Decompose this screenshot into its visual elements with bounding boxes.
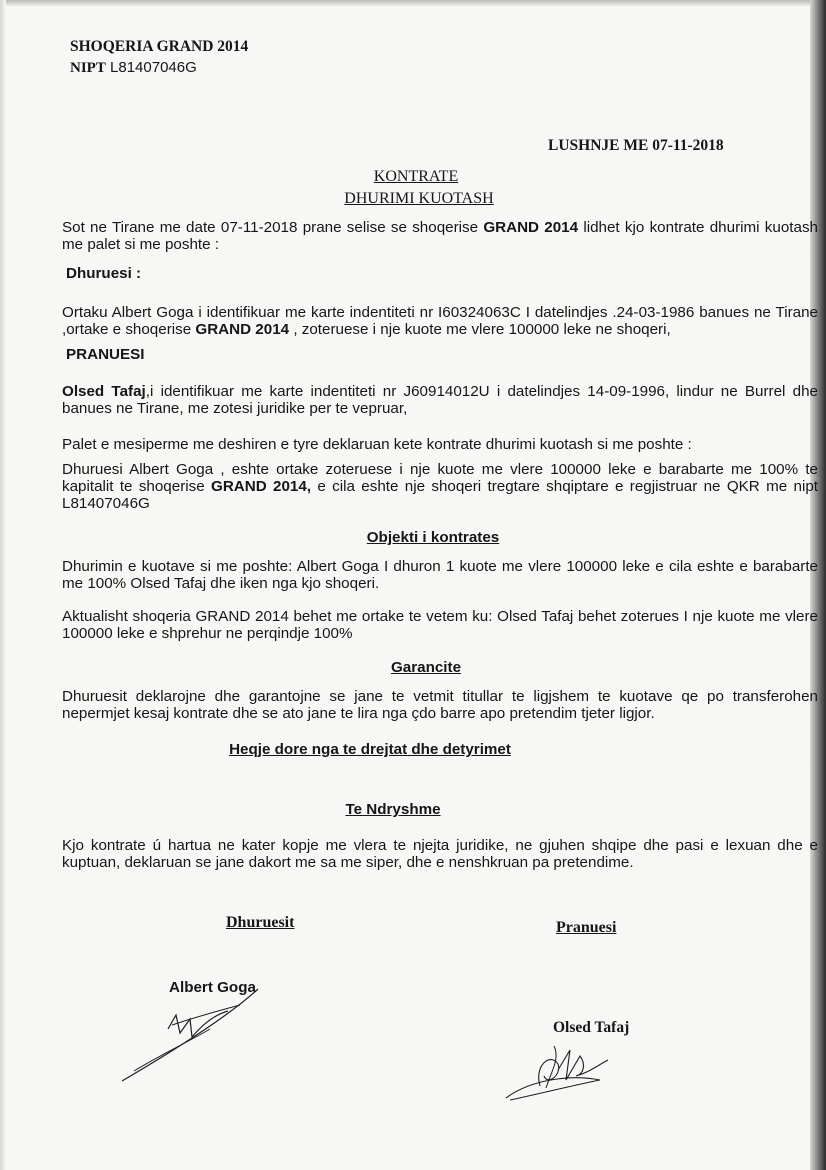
intro-paragraph	[62, 219, 818, 253]
object-paragraph-2: Aktualisht shoqeria GRAND 2014 behet me ortake te vetem ku: Olsed Tafaj behet zoterues I nje kuote me vlere 100000 leke e shprehur ne perqindje 100%	[62, 608, 818, 642]
place-date: LUSHNJE ME 07-11-2018	[548, 137, 724, 154]
donor-text: Ortaku Albert Goga i identifikuar me karte indentiteti nr I60324063C I datelindjes .24-03-1986 banues ne Tirane ,ortake e shoqerise	[62, 304, 818, 338]
receiver-paragraph	[62, 383, 818, 417]
receiver-text: ,i identifikuar me karte indentiteti nr J60914012U i datelindjes 14-09-1996, lindur ne Burrel dhe banues ne Tirane, me zotesi juridike per te vepruar,	[62, 383, 818, 417]
document-title: KONTRATE	[373, 168, 459, 185]
donor-text-end: , zoteruese i nje kuote me vlere 100000 leke ne shoqeri,	[289, 321, 671, 338]
donor-company: GRAND 2014	[195, 321, 290, 338]
stake-text: Dhuruesi Albert Goga , eshte ortake zoteruese i nje kuote me vlere 100000 leke e barabarte me 100% te kapitalit te shoqerise	[62, 461, 818, 495]
company-name: SHOQERIA GRAND 2014	[70, 38, 249, 55]
stake-text-end: e cila eshte nje shoqeri tregtare shqiptare e regjistruar ne QKR me nipt L81407046G	[62, 478, 818, 512]
receiver-name-inline: Olsed Tafaj	[62, 383, 146, 400]
receiver-signature-heading: Pranuesi	[556, 919, 617, 936]
misc-paragraph: Kjo kontrate ú hartua ne kater kopje me vlera te njejta juridike, ne gjuhen shqipe dhe pasi e lexuan dhe e kuptuan, deklaruan se jane dakort me sa me siper, dhe e nenshkruan pa pretendime.	[62, 837, 818, 871]
waiver-heading: Heqje dore nga te drejtat dhe detyrimet	[229, 741, 511, 758]
donor-stake-paragraph	[62, 461, 818, 512]
nipt-label: NIPT	[70, 60, 106, 76]
scan-shadow-top	[0, 0, 826, 7]
nipt-value: L81407046G	[110, 59, 197, 76]
guarantee-heading: Garancite	[390, 659, 462, 676]
donor-paragraph	[62, 304, 818, 338]
parties-statement: Palet e mesiperme me deshiren e tyre deklaruan kete kontrate dhurimi kuotash si me poshte :	[62, 436, 692, 453]
donor-signature-heading: Dhuruesit	[226, 914, 295, 931]
guarantee-paragraph: Dhuruesit deklarojne dhe garantojne se jane te vetmit titullar te ligjshem te kuotave qe po transferohen nepermjet kesaj kontrate dhe se ato jane te lira nga çdo barre apo pretendim tjeter ligjor.	[62, 688, 818, 722]
donor-label: Dhuruesi :	[66, 265, 142, 282]
intro-text: Sot ne Tirane me date 07-11-2018 prane selise se shoqerise	[62, 219, 484, 236]
intro-company: GRAND 2014	[483, 219, 579, 236]
receiver-label: PRANUESI	[66, 346, 145, 363]
company-nipt	[70, 59, 197, 77]
object-heading: Objekti i kontrates	[366, 529, 500, 546]
misc-heading: Te Ndryshme	[345, 801, 441, 818]
intro-text-end: lidhet kjo kontrate dhurimi kuotash me palet si me poshte :	[62, 219, 818, 253]
object-paragraph-1: Dhurimin e kuotave si me poshte: Albert Goga I dhuron 1 kuote me vlere 100000 leke e cila eshte e barabarte me 100% Olsed Tafaj dhe iken nga kjo shoqeri.	[62, 558, 818, 592]
donor-signatory-name: Albert Goga	[169, 979, 256, 996]
document-subtitle: DHURIMI KUOTASH	[344, 190, 494, 207]
receiver-handwritten-signature	[500, 1030, 650, 1110]
receiver-signatory-name: Olsed Tafaj	[553, 1019, 630, 1036]
stake-company: GRAND 2014,	[211, 478, 312, 495]
donor-handwritten-signature	[110, 985, 280, 1095]
